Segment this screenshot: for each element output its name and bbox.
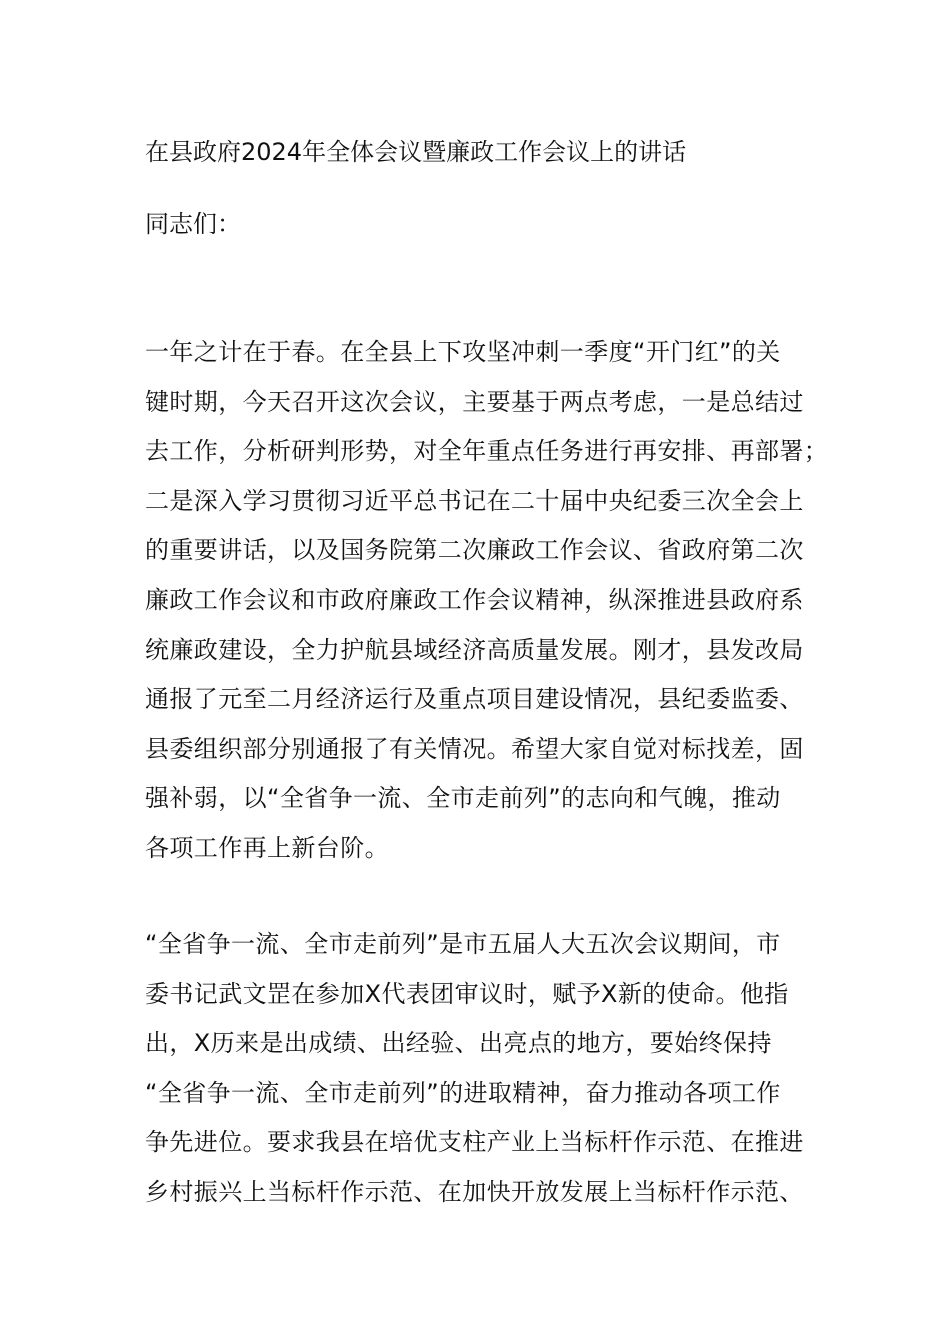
text-line: 乡村振兴上当标杆作示范、在加快开放发展上当标杆作示范、 bbox=[145, 1177, 804, 1206]
document-title: 在县政府2024年全体会议暨廉政工作会议上的讲话 bbox=[145, 138, 687, 166]
text-line: 一年之计在于春。在全县上下攻坚冲刺一季度“开门红”的关 bbox=[145, 338, 781, 366]
text-line: 统廉政建设，全力护航县域经济高质量发展。刚才，县发改局 bbox=[145, 635, 804, 664]
text-line: 二是深入学习贯彻习近平总书记在二十届中央纪委三次全会上 bbox=[145, 486, 804, 515]
text-line: 争先进位。要求我县在培优支柱产业上当标杆作示范、在推进 bbox=[145, 1128, 804, 1157]
text-line: 去工作，分析研判形势，对全年重点任务进行再安排、再部署； bbox=[145, 437, 829, 466]
salutation: 同志们： bbox=[145, 210, 241, 238]
text-line: 键时期，今天召开这次会议，主要基于两点考虑，一是总结过 bbox=[145, 387, 804, 416]
text-line: “全省争一流、全市走前列”是市五届人大五次会议期间，市 bbox=[145, 930, 781, 958]
text-line: 各项工作再上新台阶。 bbox=[145, 833, 389, 862]
text-line: 县委组织部分别通报了有关情况。希望大家自觉对标找差，固 bbox=[145, 734, 804, 763]
text-line: 出，X历来是出成绩、出经验、出亮点的地方，要始终保持 bbox=[145, 1029, 772, 1058]
text-line: “全省争一流、全市走前列”的进取精神，奋力推动各项工作 bbox=[145, 1078, 781, 1107]
text-line: 强补弱，以“全省争一流、全市走前列”的志向和气魄，推动 bbox=[145, 784, 781, 813]
paragraph-1 bbox=[145, 328, 829, 874]
paragraph-2 bbox=[145, 920, 825, 1218]
text-line: 委书记武文罡在参加X代表团审议时，赋予X新的使命。他指 bbox=[145, 979, 789, 1008]
text-line: 的重要讲话，以及国务院第二次廉政工作会议、省政府第二次 bbox=[145, 536, 804, 565]
text-line: 廉政工作会议和市政府廉政工作会议精神，纵深推进县政府系 bbox=[145, 585, 804, 614]
text-line: 通报了元至二月经济运行及重点项目建设情况，县纪委监委、 bbox=[145, 685, 804, 714]
